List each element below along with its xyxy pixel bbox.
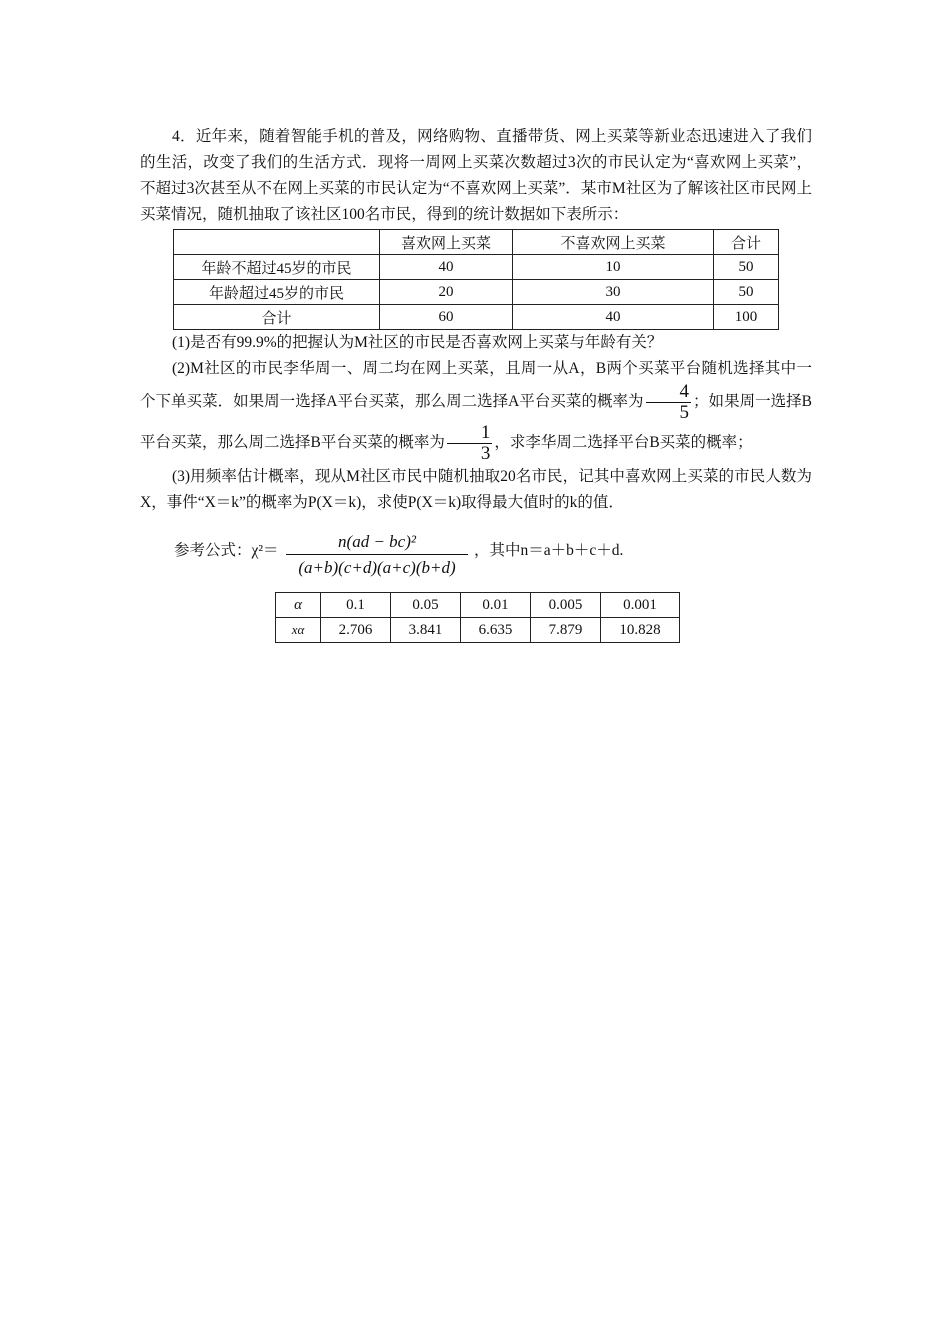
fraction-four-fifths <box>646 382 692 423</box>
table-cell: 30 <box>513 280 714 305</box>
statistics-table <box>173 229 779 330</box>
table-cell: 50 <box>714 255 779 280</box>
table-row <box>276 593 680 618</box>
table-header-cell: 喜欢网上买菜 <box>380 230 513 255</box>
table-row <box>276 618 680 643</box>
table-cell: 40 <box>513 305 714 330</box>
table-cell: 100 <box>714 305 779 330</box>
problem-page <box>140 124 812 643</box>
question-2-text-c: ，求李华周二选择平台B买菜的概率； <box>494 434 753 452</box>
table-row <box>174 280 779 305</box>
table-cell: 3.841 <box>391 618 461 643</box>
problem-intro: 4．近年来，随着智能手机的普及，网络购物、直播带货、网上买菜等新业态迅速进入了我们的生活，改变了我们的生活方式．现将一周网上买菜次数超过3次的市民认定为“喜欢网上买菜”，不超过3次甚至从不在网上买菜的市民认定为“不喜欢网上买菜”．某市M社区为了解该社区市民网上买菜情况，随机抽取了该社区100名市民，得到的统计数据如下表所示： <box>140 128 812 223</box>
formula-denominator: (a+b)(c+d)(a+c)(b+d) <box>298 558 456 577</box>
table-cell: 0.1 <box>321 593 391 618</box>
formula-label: 参考公式：χ²＝ <box>174 542 279 559</box>
question-3: (3)用频率估计概率，现从M社区市民中随机抽取20名市民，记其中喜欢网上买菜的市民人数为X，事件“X＝k”的概率为P(X＝k)，求使P(X＝k)取得最大值时的k的值． <box>140 468 812 511</box>
fraction-denominator: 5 <box>679 402 690 423</box>
table-cell: 合计 <box>174 305 380 330</box>
table-cell: 10 <box>513 255 714 280</box>
table-cell: 0.01 <box>461 593 531 618</box>
table-cell: 6.635 <box>461 618 531 643</box>
fraction-numerator: 1 <box>447 423 493 444</box>
table-row <box>174 255 779 280</box>
table-cell: 40 <box>380 255 513 280</box>
formula-fraction <box>286 530 468 581</box>
question-2-text-b: ；如果周一选择B平台买菜，那么周二选择B平台买菜的概率为 <box>140 393 813 452</box>
table-header-row <box>174 230 779 255</box>
table-cell: 7.879 <box>531 618 601 643</box>
table-cell: 60 <box>380 305 513 330</box>
table-row <box>174 305 779 330</box>
fraction-numerator: 4 <box>646 382 692 403</box>
formula-condition: ，其中n＝a＋b＋c＋d. <box>474 542 624 559</box>
table-cell: 0.05 <box>391 593 461 618</box>
table-cell: 0.005 <box>531 593 601 618</box>
table-cell: 年龄超过45岁的市民 <box>174 280 380 305</box>
critical-value-table <box>275 592 680 643</box>
table-cell: 2.706 <box>321 618 391 643</box>
table-cell: 20 <box>380 280 513 305</box>
question-2 <box>140 356 812 464</box>
table-header-cell <box>174 230 380 255</box>
alpha-label: α <box>276 593 321 618</box>
question-2-text-a: (2)M社区的市民李华周一、周二均在网上买菜，且周一从A，B两个买菜平台随机选择其中一个下单买菜．如果周一选择A平台买菜，那么周二选择A平台买菜的概率为 <box>140 360 812 411</box>
table-cell: 50 <box>714 280 779 305</box>
table-header-cell: 合计 <box>714 230 779 255</box>
x-alpha-label: xα <box>276 618 321 643</box>
formula-numerator: n(ad − bc)² <box>286 530 468 555</box>
table-cell: 年龄不超过45岁的市民 <box>174 255 380 280</box>
question-1: (1)是否有99.9%的把握认为M社区的市民是否喜欢网上买菜与年龄有关？ <box>172 334 663 351</box>
fraction-denominator: 3 <box>480 443 491 464</box>
reference-formula <box>140 534 812 582</box>
table-cell: 0.001 <box>601 593 680 618</box>
fraction-one-third <box>447 423 493 464</box>
table-cell: 10.828 <box>601 618 680 643</box>
table-header-cell: 不喜欢网上买菜 <box>513 230 714 255</box>
